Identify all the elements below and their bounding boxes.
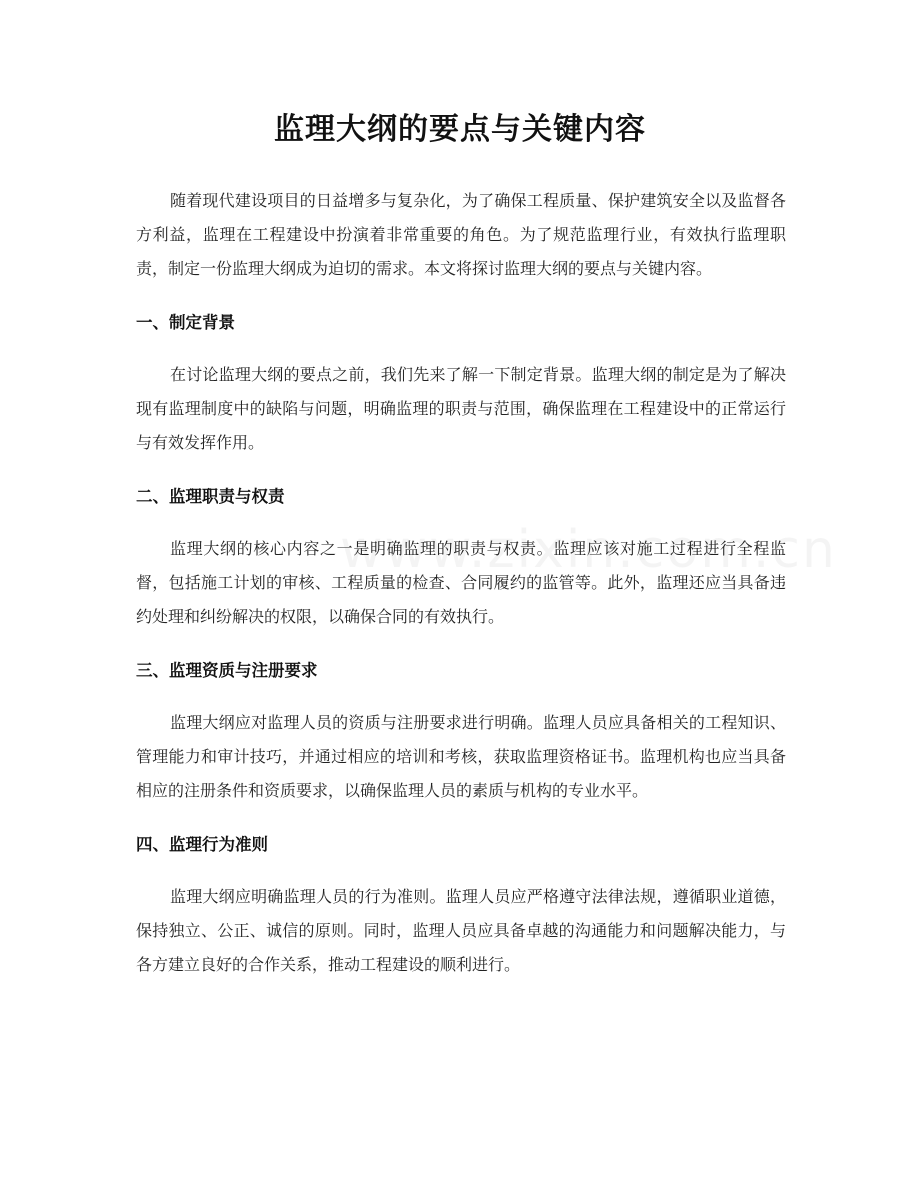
section-body-background: 在讨论监理大纲的要点之前，我们先来了解一下制定背景。监理大纲的制定是为了解决现有监理制度中的缺陷与问题，明确监理的职责与范围，确保监理在工程建设中的正常运行与有效发挥作用。 <box>136 365 786 452</box>
section-heading-background: 一、制定背景 <box>136 313 235 332</box>
document-body <box>136 184 786 982</box>
section-body-qualifications: 监理大纲应对监理人员的资质与注册要求进行明确。监理人员应具备相关的工程知识、管理能力和审计技巧，并通过相应的培训和考核，获取监理资格证书。监理机构也应当具备相应的注册条件和资质要求，以确保监理人员的素质与机构的专业水平。 <box>136 713 786 800</box>
document-title: 监理大纲的要点与关键内容 <box>274 112 646 147</box>
section-body-conduct: 监理大纲应明确监理人员的行为准则。监理人员应严格遵守法律法规，遵循职业道德，保持独立、公正、诚信的原则。同时，监理人员应具备卓越的沟通能力和问题解决能力，与各方建立良好的合作关系，推动工程建设的顺利进行。 <box>136 887 786 974</box>
section-heading-duties: 二、监理职责与权责 <box>136 487 285 506</box>
section-heading-conduct: 四、监理行为准则 <box>136 835 268 854</box>
intro-paragraph: 随着现代建设项目的日益增多与复杂化，为了确保工程质量、保护建筑安全以及监督各方利益，监理在工程建设中扮演着非常重要的角色。为了规范监理行业，有效执行监理职责，制定一份监理大纲成为迫切的需求。本文将探讨监理大纲的要点与关键内容。 <box>136 191 786 278</box>
section-body-duties: 监理大纲的核心内容之一是明确监理的职责与权责。监理应该对施工过程进行全程监督，包括施工计划的审核、工程质量的检查、合同履约的监管等。此外，监理还应当具备违约处理和纠纷解决的权限，以确保合同的有效执行。 <box>136 539 786 626</box>
section-heading-qualifications: 三、监理资质与注册要求 <box>136 661 318 680</box>
